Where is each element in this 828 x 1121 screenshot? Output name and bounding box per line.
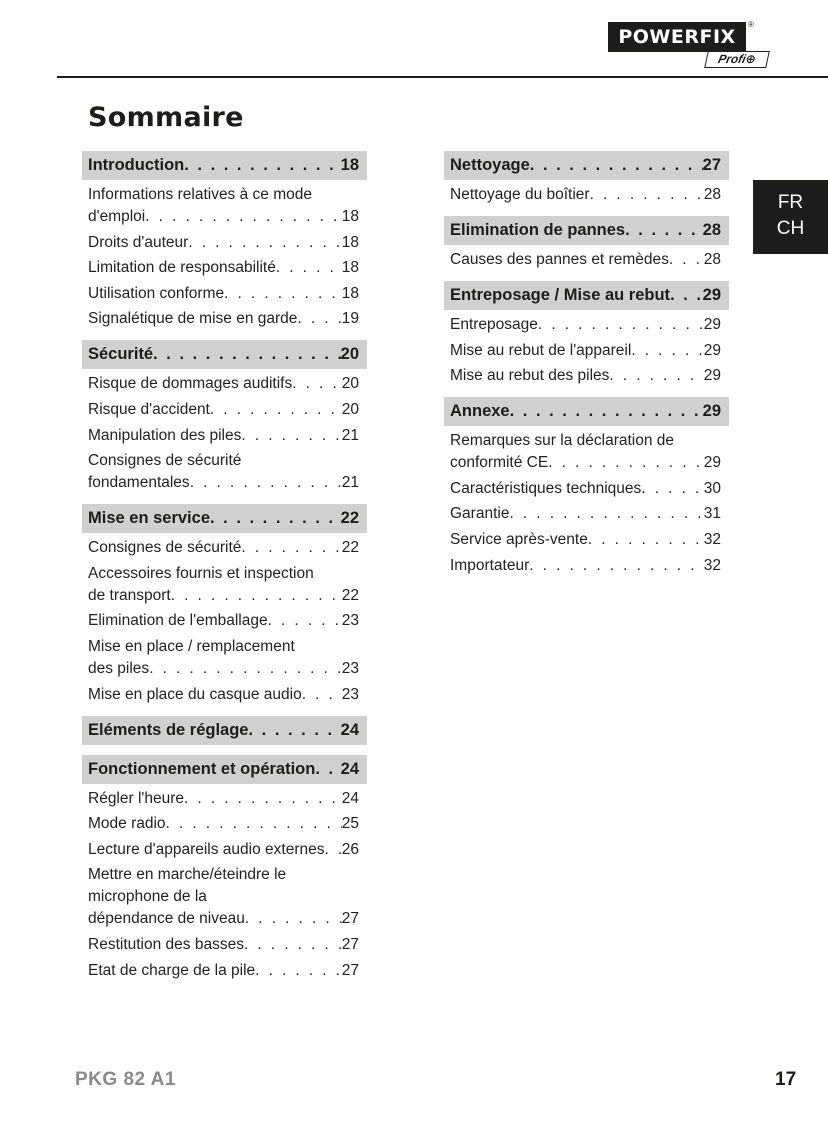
entry-list	[82, 784, 367, 982]
toc-entry[interactable]	[88, 684, 359, 706]
dot-leader	[590, 184, 704, 206]
entry-page-number: 27	[341, 910, 359, 928]
dot-leader	[145, 206, 342, 228]
toc-section	[82, 504, 367, 705]
toc-entry[interactable]	[88, 839, 359, 861]
entry-page-number: 22	[341, 539, 359, 557]
toc-section	[444, 151, 729, 206]
entry-label: Caractéristiques techniques	[450, 479, 642, 497]
toc-entry[interactable]	[88, 813, 359, 835]
entry-list	[444, 245, 729, 271]
dot-leader	[510, 402, 703, 421]
entry-row	[88, 610, 359, 632]
entry-label: Nettoyage du boîtier	[450, 186, 590, 203]
entry-page-number: 29	[703, 341, 721, 359]
toc-entry[interactable]	[88, 232, 359, 254]
entry-list	[444, 310, 729, 387]
entry-label: Manipulation des piles	[88, 426, 242, 444]
dot-leader	[224, 283, 342, 305]
entry-row	[88, 658, 359, 680]
entry-row	[88, 839, 359, 861]
language-code: FR	[777, 192, 804, 213]
entry-row	[88, 934, 359, 956]
dot-leader	[669, 249, 704, 271]
entry-row	[88, 684, 359, 706]
entry-page-number: 18	[341, 284, 359, 302]
brand-logo	[608, 22, 768, 70]
entry-row	[88, 232, 359, 254]
section-title: Entreposage / Mise au rebut	[450, 286, 671, 304]
entry-text-line: microphone de la	[88, 888, 207, 906]
entry-page-number: 29	[703, 454, 721, 472]
dot-leader	[245, 908, 342, 930]
dot-leader	[538, 314, 704, 336]
toc-entry[interactable]	[88, 450, 359, 494]
entry-row	[88, 788, 359, 810]
entry-list	[444, 426, 729, 576]
section-page-number: 29	[702, 402, 721, 421]
entry-label: Risque d'accident	[88, 400, 210, 418]
toc-entry[interactable]	[450, 430, 721, 474]
entry-row	[450, 452, 721, 474]
toc-entry[interactable]	[450, 478, 721, 500]
entry-row	[88, 585, 359, 607]
entry-label: d'emploi	[88, 208, 146, 225]
toc-section	[444, 397, 729, 576]
entry-row	[88, 308, 359, 330]
entry-page-number: 27	[341, 935, 359, 953]
dot-leader	[184, 156, 340, 175]
section-heading[interactable]	[444, 216, 729, 245]
entry-row	[88, 206, 359, 228]
entry-label: Mise au rebut de l'appareil	[450, 341, 632, 359]
dot-leader	[166, 813, 342, 835]
dot-leader	[244, 934, 342, 956]
toc-left-column	[82, 151, 367, 992]
page-title: Sommaire	[88, 102, 244, 133]
dot-leader	[509, 503, 703, 525]
entry-label: fondamentales	[88, 474, 190, 492]
toc-entry[interactable]	[88, 537, 359, 559]
dot-leader	[641, 478, 703, 500]
dot-leader	[631, 340, 703, 362]
toc-entry[interactable]	[88, 610, 359, 632]
entry-page-number: 18	[341, 208, 359, 225]
dot-leader	[210, 399, 342, 421]
entry-row	[450, 503, 721, 525]
section-page-number: 18	[340, 156, 359, 174]
toc-entry[interactable]	[450, 184, 721, 206]
toc-entry[interactable]	[450, 340, 721, 362]
dot-leader	[171, 585, 342, 607]
entry-label: Limitation de responsabilité	[88, 259, 276, 277]
entry-text-line: Remarques sur la déclaration de	[450, 432, 675, 450]
entry-page-number: 26	[341, 840, 359, 858]
entry-label: Lecture d'appareils audio externes	[88, 840, 325, 858]
dot-leader	[241, 537, 341, 559]
toc-entry[interactable]	[88, 864, 359, 930]
toc-entry[interactable]	[450, 555, 721, 577]
entry-label: Mode radio	[88, 815, 166, 833]
country-code: CH	[776, 218, 805, 239]
entry-row	[88, 960, 359, 982]
section-page-number: 20	[340, 345, 359, 364]
entry-page-number: 20	[341, 375, 359, 393]
toc-section	[82, 755, 367, 982]
entry-page-number: 25	[341, 815, 359, 833]
dot-leader	[302, 684, 342, 706]
section-heading[interactable]	[82, 340, 367, 369]
dot-leader	[324, 839, 341, 861]
dot-leader	[315, 760, 340, 779]
dot-leader	[248, 721, 340, 740]
section-title: Elimination de pannes	[450, 221, 626, 239]
entry-page-number: 28	[703, 251, 721, 268]
toc-entry[interactable]	[450, 314, 721, 336]
toc-entry[interactable]	[88, 184, 359, 228]
section-heading[interactable]	[82, 755, 367, 784]
entry-page-number: 28	[703, 186, 721, 203]
entry-label: Risque de dommages auditifs	[88, 375, 293, 393]
entry-list	[444, 180, 729, 206]
entry-row	[88, 283, 359, 305]
entry-page-number: 19	[341, 310, 359, 328]
section-page-number: 24	[340, 759, 359, 778]
entry-text-line: Mettre en marche/éteindre le	[88, 866, 287, 884]
footer-page-number: 17	[775, 1069, 797, 1090]
entry-row	[88, 813, 359, 835]
dot-leader	[292, 373, 342, 395]
entry-label: Service après-vente	[450, 530, 588, 548]
entry-row	[88, 425, 359, 447]
toc-entry[interactable]	[88, 373, 359, 395]
section-heading[interactable]	[444, 397, 729, 426]
toc-entry[interactable]	[450, 503, 721, 525]
entry-row	[450, 555, 721, 577]
entry-page-number: 22	[341, 586, 359, 604]
entry-row	[88, 472, 359, 494]
dot-leader	[609, 365, 703, 387]
entry-label: Régler l'heure	[88, 789, 185, 807]
toc-section	[444, 281, 729, 387]
entry-label: Garantie	[450, 505, 510, 523]
entry-label: Utilisation conforme	[88, 284, 225, 302]
entry-label: Mise en place du casque audio	[88, 685, 302, 703]
entry-page-number: 32	[703, 530, 721, 548]
entry-row	[88, 908, 359, 930]
brand-sub-label: Profi⊕	[704, 51, 770, 68]
entry-row	[88, 537, 359, 559]
section-page-number: 24	[340, 720, 359, 739]
entry-row	[450, 478, 721, 500]
dot-leader	[625, 221, 703, 240]
dot-leader	[241, 425, 341, 447]
dot-leader	[149, 658, 342, 680]
header-rule	[57, 76, 828, 78]
entry-label: Causes des pannes et remèdes	[450, 251, 669, 268]
section-page-number: 22	[340, 509, 359, 528]
footer-model: PKG 82 A1	[75, 1069, 176, 1090]
toc-entry[interactable]	[88, 308, 359, 330]
dot-leader	[153, 345, 341, 364]
section-heading[interactable]	[444, 281, 729, 310]
toc-section	[444, 216, 729, 271]
dot-leader	[670, 286, 703, 305]
entry-text-line: Mise en place / remplacement	[88, 637, 295, 655]
entry-list	[82, 180, 367, 330]
entry-page-number: 21	[341, 474, 359, 492]
entry-row	[88, 399, 359, 421]
section-page-number: 28	[702, 221, 721, 239]
toc-entry[interactable]	[88, 636, 359, 680]
section-title: Fonctionnement et opération	[88, 759, 316, 778]
entry-page-number: 24	[341, 789, 359, 807]
entry-page-number: 29	[703, 367, 721, 385]
dot-leader	[255, 960, 342, 982]
section-title: Sécurité	[88, 345, 154, 364]
section-title: Mise en service	[88, 509, 210, 528]
dot-leader	[190, 472, 342, 494]
section-heading[interactable]	[444, 151, 729, 180]
entry-row	[450, 529, 721, 551]
toc-entry[interactable]	[88, 283, 359, 305]
section-title: Eléments de réglage	[88, 720, 249, 739]
entry-text-line: Informations relatives à ce mode	[88, 186, 312, 203]
toc-entry[interactable]	[88, 788, 359, 810]
toc-entry[interactable]	[88, 934, 359, 956]
dot-leader	[210, 509, 341, 528]
toc-entry[interactable]	[450, 365, 721, 387]
entry-label: conformité CE	[450, 454, 549, 472]
toc-entry[interactable]	[88, 563, 359, 607]
entry-page-number: 27	[341, 961, 359, 979]
toc-entry[interactable]	[88, 960, 359, 982]
entry-label: Etat de charge de la pile	[88, 961, 256, 979]
section-heading[interactable]	[82, 716, 367, 745]
section-title: Introduction	[88, 156, 185, 174]
section-title: Annexe	[450, 402, 510, 421]
toc-entry[interactable]	[450, 529, 721, 551]
section-page-number: 29	[702, 286, 721, 304]
entry-list	[82, 533, 367, 705]
entry-page-number: 30	[703, 479, 721, 497]
entry-label: Signalétique de mise en garde	[88, 310, 298, 328]
entry-row	[450, 365, 721, 387]
dot-leader	[188, 232, 341, 254]
toc-right-column	[444, 151, 729, 587]
dot-leader	[268, 610, 342, 632]
entry-label: Droits d'auteur	[88, 233, 189, 251]
entry-row	[88, 257, 359, 279]
section-heading[interactable]	[82, 504, 367, 533]
entry-page-number: 20	[341, 400, 359, 418]
entry-row	[450, 340, 721, 362]
dot-leader	[529, 555, 703, 577]
dot-leader	[588, 529, 704, 551]
entry-label: Restitution des basses	[88, 935, 244, 953]
dot-leader	[297, 308, 341, 330]
entry-label: Mise au rebut des piles	[450, 367, 610, 385]
entry-text-line: Accessoires fournis et inspection	[88, 564, 314, 582]
dot-leader	[184, 788, 342, 810]
brand-name: POWERFIX	[608, 22, 746, 52]
dot-leader	[276, 257, 342, 279]
entry-page-number: 18	[341, 233, 359, 251]
entry-row	[450, 184, 721, 206]
entry-page-number: 18	[341, 259, 359, 277]
entry-text-line: Consignes de sécurité	[88, 452, 242, 470]
toc-section	[82, 151, 367, 330]
toc-section	[82, 716, 367, 745]
language-tab	[753, 180, 828, 254]
entry-page-number: 23	[341, 685, 359, 703]
entry-list	[82, 369, 367, 494]
entry-row	[450, 249, 721, 271]
registered-mark: ®	[748, 20, 754, 29]
toc-section	[82, 340, 367, 494]
entry-label: Entreposage	[450, 316, 538, 333]
entry-row	[88, 373, 359, 395]
entry-page-number: 23	[341, 612, 359, 630]
entry-label: Consignes de sécurité	[88, 539, 242, 557]
section-title: Nettoyage	[450, 156, 530, 174]
dot-leader	[548, 452, 704, 474]
entry-row	[450, 314, 721, 336]
entry-label: des piles	[88, 659, 150, 677]
dot-leader	[530, 156, 703, 175]
entry-page-number: 23	[341, 659, 359, 677]
toc-entry[interactable]	[88, 399, 359, 421]
entry-label: dépendance de niveau	[88, 910, 245, 928]
entry-page-number: 29	[703, 316, 721, 333]
section-heading[interactable]	[82, 151, 367, 180]
toc-entry[interactable]	[88, 257, 359, 279]
entry-page-number: 31	[703, 505, 721, 523]
section-page-number: 27	[702, 156, 721, 174]
entry-label: Importateur	[450, 556, 530, 574]
toc-entry[interactable]	[88, 425, 359, 447]
entry-page-number: 32	[703, 556, 721, 574]
entry-label: de transport	[88, 586, 171, 604]
entry-label: Elimination de l'emballage	[88, 612, 268, 630]
toc-entry[interactable]	[450, 249, 721, 271]
entry-page-number: 21	[341, 426, 359, 444]
